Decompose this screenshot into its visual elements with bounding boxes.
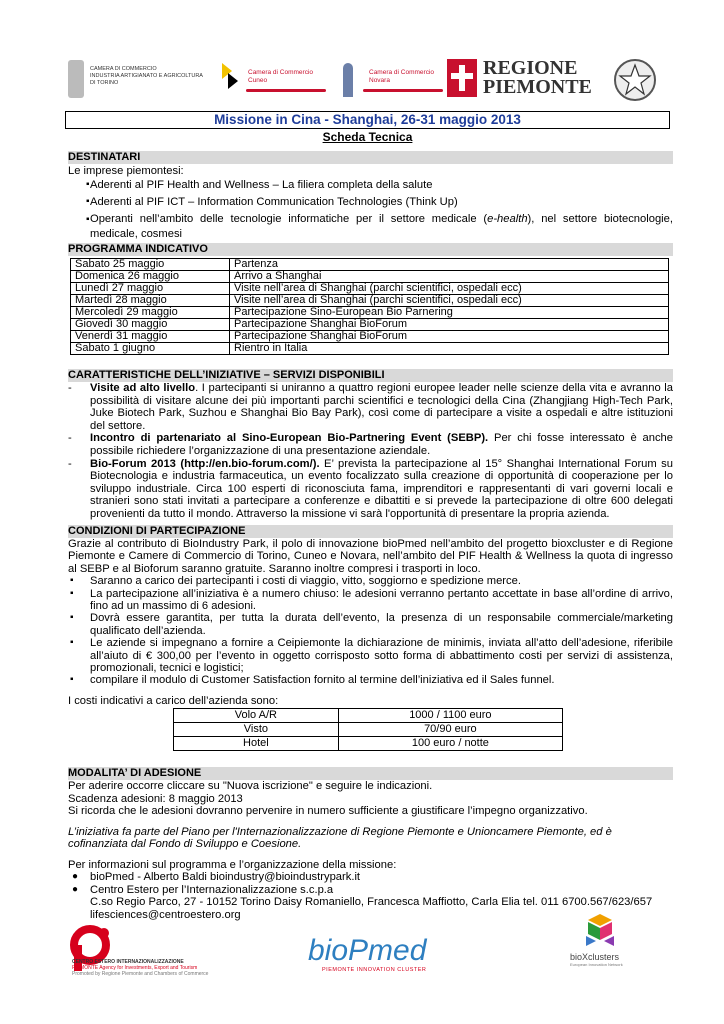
contact-item: ● bioPmed - Alberto Baldi bioindustry@bioindustrypark.it [72,871,361,883]
section-modalita: MODALITA’ DI ADESIONE [68,767,673,780]
biopmed-wordmark: bioPmed [308,934,427,967]
programma-day-cell: Martedì 28 maggio [71,295,230,307]
logo1-line1: CAMERA DI COMMERCIO [90,66,157,72]
condizioni-body [68,538,673,687]
list-item: - Incontro di partenariato al Sino-European Bio-Partnering Event (SEBP). Per chi fosse interessato è anche possibile richiedere l’organizzazione di una presentazione aziendale. [68,432,673,457]
list-item: ▪ Aderenti al PIF Health and Wellness – La filiera completa della salute [68,179,673,192]
logo-ceipiemonte [68,925,208,985]
modalita-line: Si ricorda che le adesioni dovranno pervenire in numero sufficiente a giustificare l’impegno organizzativo. [68,805,588,817]
cuneo-swoosh [246,89,326,92]
ceip-line3: Promoted by Regione Piemonte and Chambers of Commerce [72,971,209,977]
list-item: ▪ Le aziende si impegnano a fornire a Ceipiemonte la dichiarazione de minimis, inviata all’atto dell’adesione, riferibile all’aiuto di € 300,00 per l’evento in oggetto corrisposto sotto forma di abbattimento costi per servizi di assistenza, promozionali, tecnici e logistici; [70,637,673,675]
page-title [65,111,670,129]
logo4-line1: REGIONE [483,57,578,79]
cuneo-emblem-icon [222,63,240,93]
novara-swoosh [363,89,443,92]
regione-shield-icon [447,59,477,97]
logo-camera-cuneo [222,63,332,103]
programma-activity-cell: Visite nell’area di Shanghai (parchi scientifici, ospedali ecc) [230,283,669,295]
table-row [71,307,669,319]
condizioni-intro: Grazie al contributo di BioIndustry Park, il polo di innovazione bioPmed nell’ambito del progetto bioxcluster e di Regione Piemonte e Camere di Commercio di Torino, Cuneo e Novara, nell’ambito del PIF Health & Wellness la quota di ingresso al SEBP e al Bioforum saranno gratuite. Saranno inoltre compresi i trasporti in loco. [68,538,673,575]
programma-activity-cell: Partenza [230,259,669,271]
logo1-line2: INDUSTRIA ARTIGIANATO E AGRICOLTURA [90,73,203,79]
programma-day-cell: Domenica 26 maggio [71,271,230,283]
table-row [174,723,563,737]
table-row [71,271,669,283]
table-row [71,331,669,343]
logo2-line1: Camera di Commercio [248,69,314,76]
title-dates: , 26-31 maggio 2013 [393,112,521,127]
list-item: ▪ Dovrà essere garantita, per tutta la durata dell’evento, la presenza di un responsabile commerciale/marketing qualificato dell’azienda. [70,612,673,637]
contact-address: C.so Regio Parco, 27 - 10152 Torino Daisy Romaniello, Francesca Maffiotto, Carla Elia tel. 011 6700.567/623/657 [90,896,653,908]
modalita-line: Per aderire occorre cliccare su "Nuova iscrizione" e seguire le indicazioni. [68,780,433,792]
table-row [71,283,669,295]
logo-regione-piemonte [447,57,592,103]
section-destinatari: DESTINATARI [68,151,673,164]
subtitle: Scheda Tecnica [322,130,413,144]
programma-activity-cell: Rientro in Italia [230,343,669,355]
table-row [71,343,669,355]
programma-activity-cell: Partecipazione Sino-European Bio Parnering [230,307,669,319]
table-row [71,295,669,307]
table-row [174,737,563,751]
programma-day-cell: Sabato 1 giugno [71,343,230,355]
costs-table [173,708,563,751]
logo-camera-torino [68,60,218,100]
torino-bull-icon [68,60,84,98]
bioxclusters-cubes-icon [582,912,618,948]
cost-value-cell: 100 euro / notte [338,737,562,751]
cost-item-cell: Visto [174,723,339,737]
list-item: ▪ La partecipazione all’iniziativa è a numero chiuso: le adesioni verranno pertanto accettate in base all’ordine di arrivo, fino ad un massimo di 6 adesioni. [70,587,673,613]
programma-day-cell: Mercoledì 29 maggio [71,307,230,319]
costs-intro: I costi indicativi a carico dell’azienda sono: [68,695,279,707]
table-row [174,709,563,723]
logo1-line3: DI TORINO [90,80,119,86]
logo-camera-novara [343,63,453,103]
section-condizioni: CONDIZIONI DI PARTECIPAZIONE [68,525,673,538]
biopmed-sub: PIEMONTE INNOVATION CLUSTER [322,967,427,973]
destinatari-intro: Le imprese piemontesi: [68,165,184,177]
contact-item: ● Centro Estero per l’Internazionalizzazione s.c.p.a [72,883,334,896]
modalita-note: L’iniziativa fa parte del Piano per l'Internazionalizzazione di Regione Piemonte e Unioncamere Piemonte, ed è cofinanziata dal Fondo di Sviluppo e Coesione. [68,825,612,850]
list-item: ▪ Saranno a carico dei partecipanti i costi di viaggio, vitto, soggiorno e spedizione merce. [70,575,521,588]
ceip-line1: CENTRO ESTERO INTERNAZIONALIZZAZIONE [72,959,184,965]
bioxclusters-sub: European Innovation Network [570,962,623,967]
programma-day-cell: Giovedì 30 maggio [71,319,230,331]
list-item: - Visite ad alto livello. I partecipanti si uniranno a quattro regioni europee leader nelle scienze della vita e avranno la possibilità di visitare alcune dei più importanti parchi scientifici e tecnologici della Cina (Zhangjiang High-Tech Park, Juke Biotech Park, Suzhou e Shanghai Bio Bay Park), così come di partecipare a visite a ospedali e altre istituzioni del settore. [68,382,673,432]
bioxclusters-wordmark: bioXclusters [570,952,620,962]
list-item: ▪ compilare il modulo di Customer Satisfaction fornito al termine dell’iniziativa ed il Sales funnel. [70,674,555,687]
title-main: Missione in Cina - Shanghai [214,112,394,127]
modalita-deadline: Scadenza adesioni: 8 maggio 2013 [68,792,243,805]
italian-republic-emblem-icon [612,57,658,103]
programma-day-cell: Lunedì 27 maggio [71,283,230,295]
cost-value-cell: 70/90 euro [338,723,562,737]
logo2-line2: Cuneo [248,77,268,84]
list-item: ▪ Aderenti al PIF ICT – Information Communication Technologies (Think Up) [68,196,673,209]
programma-day-cell: Venerdì 31 maggio [71,331,230,343]
cost-item-cell: Volo A/R [174,709,339,723]
cost-item-cell: Hotel [174,737,339,751]
programma-day-cell: Sabato 25 maggio [71,259,230,271]
list-item: - Bio-Forum 2013 (http://en.bio-forum.com/). E’ prevista la partecipazione al 15° Shanghai International Forum su Biotecnologia e industria farmaceutica, un evento focalizzato sulla creazione di opportunità di cooperazione per lo sviluppo industriale. Circa 100 esperti di riconosciuta fama, imprenditori e rappresentanti di vari governi locali e stranieri sono stati invitati a partecipare a conferenze e dibattiti e si prevede la partecipazione di oltre 600 delegati provenienti da tutto il mondo. Attraverso la missione vi sarà l'opportunità di presentare la propria azienda. [68,457,673,520]
table-row [71,259,669,271]
logo-bioxclusters [568,912,638,972]
programma-table [70,258,669,355]
novara-dome-icon [343,63,353,97]
section-caratteristiche: CARATTERISTICHE DELL’INIZIATIVE – SERVIZI DISPONIBILI [68,369,673,382]
programma-activity-cell: Partecipazione Shanghai BioForum [230,319,669,331]
logo3-line1: Camera di Commercio [369,69,435,76]
programma-activity-cell: Visite nell’area di Shanghai (parchi scientifici, ospedali ecc) [230,295,669,307]
contact-email: lifesciences@centroestero.org [90,908,241,921]
caratteristiche-body [68,382,673,521]
programma-activity-cell: Partecipazione Shanghai BioForum [230,331,669,343]
cost-value-cell: 1000 / 1100 euro [338,709,562,723]
section-programma: PROGRAMMA INDICATIVO [68,243,673,256]
logo-biopmed [308,935,448,985]
info-intro: Per informazioni sul programma e l’organizzazione della missione: [68,858,397,871]
logo3-line2: Novara [369,77,390,84]
modalita-body [68,780,673,921]
table-row [71,319,669,331]
list-item: ▪ Operanti nell’ambito delle tecnologie informatiche per il settore medicale (e-health), nel settore biotecnologie, medicale, cosmesi [68,212,673,242]
destinatari-body [68,165,673,242]
logo4-line2: PIEMONTE [483,76,592,98]
ceip-line2: PIEMONTE Agency for Investments, Export and Tourism [72,965,198,971]
programma-activity-cell: Arrivo a Shanghai [230,271,669,283]
destinatari-list [68,179,673,242]
header-logos [60,55,680,107]
